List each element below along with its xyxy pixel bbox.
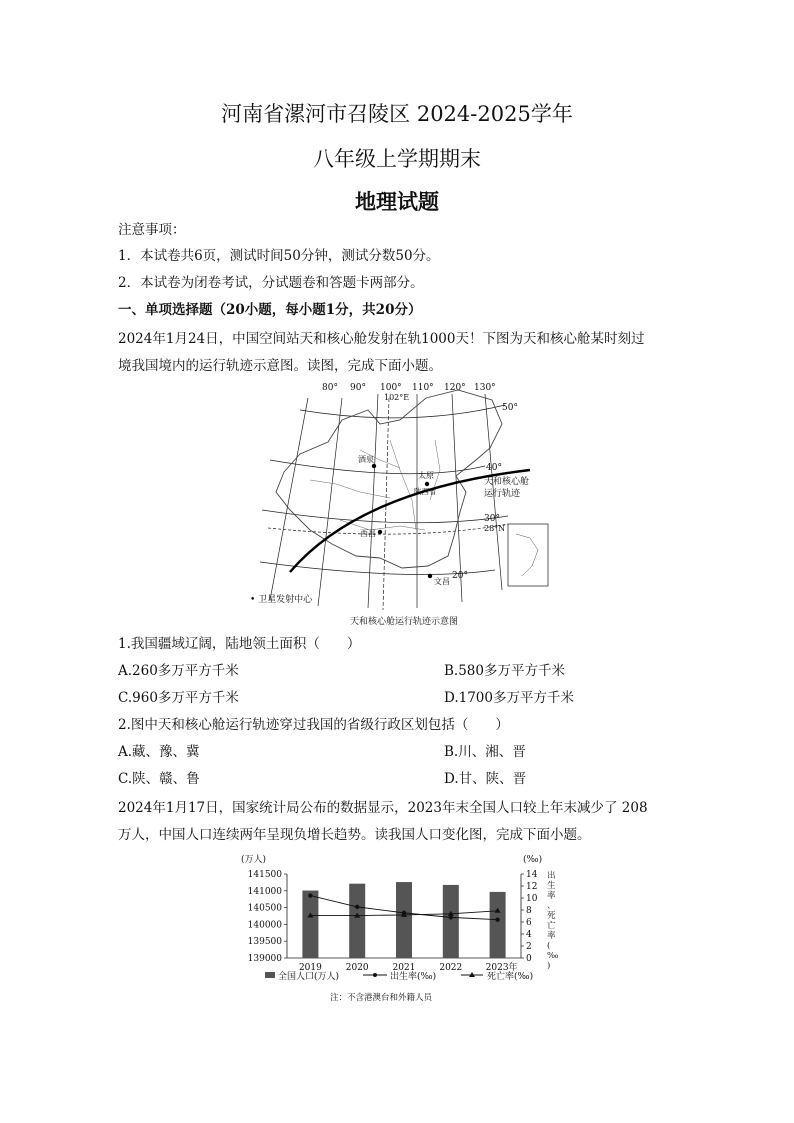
y-right-tick-label: 4 [526,930,532,940]
title-line-3: 地理试题 [355,189,439,214]
lon-label-120: 120° [444,383,466,393]
right-axis-title-char: 亡 [547,921,556,931]
y-right-tick-label: 6 [526,918,532,928]
y-right-tick-label: 2 [526,942,532,952]
legend-birth-rate: 出生率(‰) [390,972,437,982]
lon-label-90: 90° [350,383,366,393]
section-title: 一、单项选择题（20小题，每小题1分，共20分） [118,302,422,318]
right-axis-title-char: ( [547,941,551,951]
population-bar [302,891,318,958]
y-right-tick-label: 14 [526,870,538,880]
notice-item-2: 2．本试卷为闭卷考试，分试题卷和答题卡两部分。 [118,275,424,291]
y-right-tick-label: 10 [526,894,538,904]
q2-option-d[interactable]: D.甘、陕、晋 [444,771,527,787]
birth-rate-point [449,915,453,919]
place-wenchang: 文昌 [434,577,450,586]
right-axis-title-char: 生 [547,881,556,891]
place-taiyuan: 太原 [418,471,434,480]
x-tick-label: 2023年 [485,963,518,973]
right-axis-title-char: ‰ [547,951,559,961]
intro2-line-1: 2024年1月17日，国家统计局公布的数据显示，2023年末全国人口较上年末减少了 208 [118,800,648,816]
place-shaanxi: 陕西省 [414,487,437,496]
map-legend: • 卫星发射中心 [250,595,313,605]
q1-option-a[interactable]: A.260多万平方千米 [118,663,239,679]
lat-label-40: 40° [486,463,502,473]
legend-bar-swatch [265,972,275,978]
birth-rate-point [495,917,499,921]
q2-stem: 2.图中天和核心舱运行轨迹穿过我国的省级行政区划包括（ ） [118,717,509,733]
lon-label-102: 102°E [384,393,410,402]
map-caption: 天和核心舱运行轨迹示意图 [350,617,459,627]
right-axis-title-char: 率 [547,931,556,941]
y-left-label: (万人) [241,855,267,865]
lon-label-110: 110° [412,383,434,393]
legend-population: 全国人口(万人) [278,972,340,982]
orbit-label-2: 运行轨迹 [484,489,521,499]
q1-option-d[interactable]: D.1700多万平方千米 [444,690,574,706]
y-right-tick-label: 12 [526,882,538,892]
y-left-tick-label: 139500 [247,937,282,948]
orbit-label-1: 天和核心舱 [484,477,530,487]
right-axis-title-char: 率 [547,891,556,901]
y-right-label: (‰) [523,855,543,865]
title-line-1: 河南省漯河市召陵区 2024-2025学年 [221,102,573,126]
right-axis-title-char: 死 [547,911,556,921]
q1-option-b[interactable]: B.580多万平方千米 [444,663,565,679]
orbit-map [240,380,560,630]
q2-option-c[interactable]: C.陕、赣、鲁 [118,771,200,787]
lon-label-130: 130° [474,383,496,393]
lat-label-30: 30° [484,514,500,524]
y-right-tick-label: 0 [526,954,532,964]
intro1-line-1: 2024年1月24日，中国空间站天和核心舱发射在轨1000天！下图为天和核心舱某时刻过 [118,331,645,347]
x-tick-label: 2020 [345,963,369,973]
y-left-tick-label: 141000 [247,886,282,897]
birth-rate-point [308,893,312,897]
intro1-line-2: 境我国境内的运行轨迹示意图。读图，完成下面小题。 [118,358,442,374]
birth-rate-point [355,905,359,909]
y-left-tick-label: 139000 [247,954,282,964]
x-tick-label: 2022 [439,963,463,973]
lon-label-100: 100° [380,383,402,393]
legend-death-marker [469,972,475,977]
place-jiuquan: 酒泉 [358,455,374,464]
legend-birth-marker [373,973,377,977]
q1-stem: 1.我国疆域辽阔，陆地领土面积（ ） [118,636,361,652]
population-bar [396,882,412,958]
right-axis-title-char: 出 [547,871,556,881]
chart-note: 注：不含港澳台和外籍人员 [330,993,433,1003]
right-axis-title-char: ) [547,961,551,971]
y-left-tick-label: 140500 [247,903,282,914]
q2-option-a[interactable]: A.藏、豫、冀 [118,744,200,760]
x-tick-label: 2021 [392,963,416,973]
intro2-line-2: 万人，中国人口连续两年呈现负增长趋势。读我国人口变化图，完成下面小题。 [118,827,591,843]
q2-option-b[interactable]: B.川、湘、晋 [444,744,526,760]
population-bar [349,884,365,958]
population-chart [225,848,570,1013]
notice-head: 注意事项： [118,222,186,238]
q1-option-c[interactable]: C.960多万平方千米 [118,690,239,706]
lat-label-20: 20° [452,571,468,581]
lat-label-50: 50° [502,403,518,413]
place-xichang: 西昌 [360,529,376,538]
notice-item-1: 1．本试卷共6页，测试时间50分钟，测试分数50分。 [118,248,440,264]
lat-label-28: 28°N [484,524,506,533]
legend-death-rate: 死亡率(‰) [487,972,534,982]
lon-label-80: 80° [322,383,338,393]
y-left-tick-label: 140000 [247,920,282,931]
right-axis-title-char: 、 [547,901,556,911]
population-bar [443,885,459,958]
y-right-tick-label: 8 [526,906,532,916]
title-line-2: 八年级上学期期末 [313,147,481,171]
population-bar [490,892,506,958]
y-left-tick-label: 141500 [247,870,282,880]
x-tick-label: 2019 [298,963,322,973]
